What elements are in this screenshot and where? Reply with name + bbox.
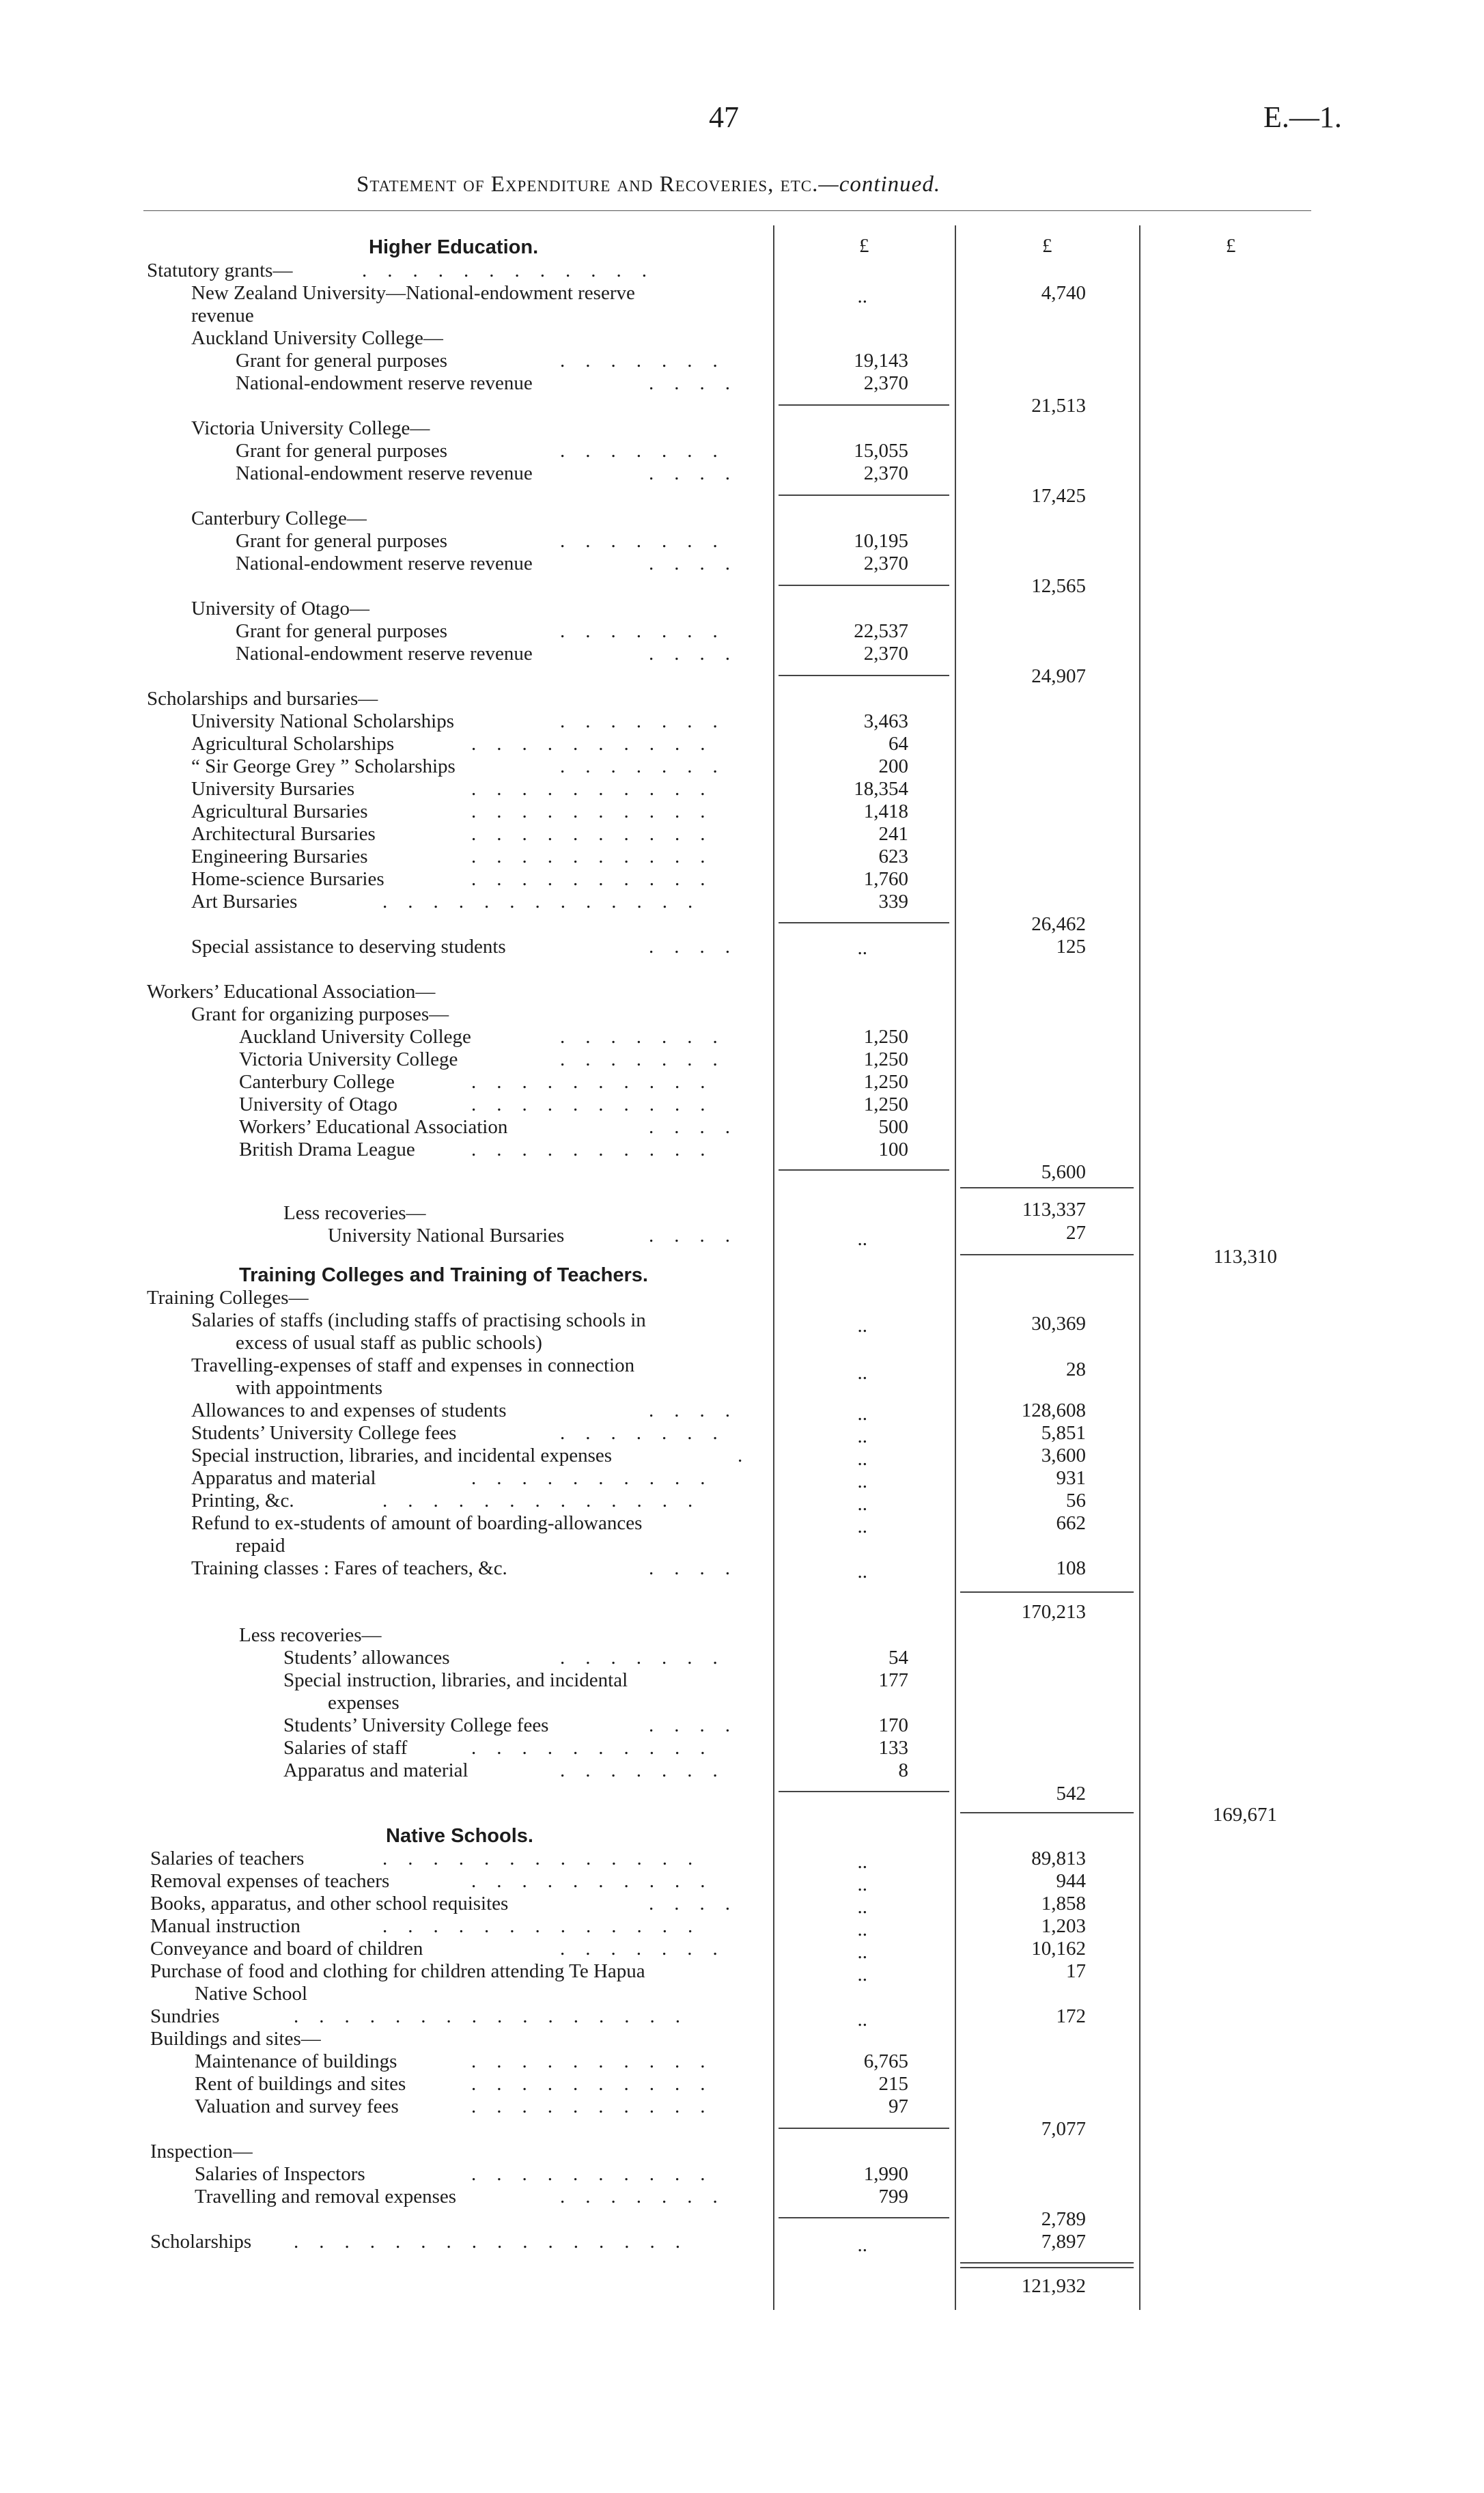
row-label: Home-science Bursaries xyxy=(191,868,384,890)
leader-dots: .... xyxy=(649,937,751,957)
cell-col2: 542 xyxy=(1056,1783,1086,1805)
cell-col1: .. xyxy=(857,1362,867,1384)
row-label: Auckland University College— xyxy=(191,327,443,349)
leader-dots: .......... xyxy=(471,847,726,867)
leader-dots: .... xyxy=(649,1117,751,1137)
row-label: Training Colleges— xyxy=(147,1287,309,1309)
row-label: Grant for general purposes xyxy=(236,530,448,552)
row-label: University of Otago xyxy=(239,1094,397,1115)
cell-col2: 7,897 xyxy=(1041,2231,1086,2253)
row-label: Agricultural Scholarships xyxy=(191,733,395,755)
row-label: Maintenance of buildings xyxy=(195,2050,397,2072)
subtotal-rule xyxy=(960,1254,1134,1255)
row-label: Students’ allowances xyxy=(283,1647,450,1669)
leader-dots: ....... xyxy=(560,1939,738,1959)
cell-col2: 108 xyxy=(1056,1557,1086,1579)
row-label: Salaries of teachers xyxy=(150,1848,305,1869)
leader-dots: ....... xyxy=(560,531,738,551)
cell-col2: 4,740 xyxy=(1041,282,1086,304)
cell-col1: 1,250 xyxy=(863,1048,908,1070)
header-rule xyxy=(143,210,1311,211)
leader-dots: .......... xyxy=(471,1871,726,1891)
leader-dots: .... xyxy=(649,1716,751,1736)
column-divider-3 xyxy=(1139,225,1140,2310)
row-label: Sundries xyxy=(150,2005,220,2027)
cell-col1: 799 xyxy=(878,2186,908,2208)
row-label: Salaries of staffs (including staffs of practising schools in xyxy=(191,1309,646,1331)
leader-dots: ............. xyxy=(382,1917,714,1936)
cell-col1: 200 xyxy=(878,755,908,777)
row-label: Conveyance and board of children xyxy=(150,1938,423,1960)
cell-col2: 10,162 xyxy=(1031,1938,1086,1960)
row-label: Students’ University College fees xyxy=(283,1714,549,1736)
row-label: Refund to ex-students of amount of boarding-allowances xyxy=(191,1512,643,1534)
subtotal-rule xyxy=(960,1187,1134,1188)
leader-dots: . xyxy=(738,1446,764,1466)
leader-dots: .......... xyxy=(471,2164,726,2184)
leader-dots: .... xyxy=(649,1226,751,1246)
row-label: Less recoveries— xyxy=(283,1202,426,1224)
row-label: Victoria University College— xyxy=(191,417,430,439)
row-label: Apparatus and material xyxy=(283,1759,468,1781)
cell-col1: 623 xyxy=(878,846,908,867)
row-label: Special assistance to deserving students xyxy=(191,936,506,958)
cell-col1: 3,463 xyxy=(863,710,908,732)
row-label: Books, apparatus, and other school requisites xyxy=(150,1893,509,1914)
row-label: Scholarships xyxy=(150,2231,252,2253)
row-label: with appointments xyxy=(236,1377,383,1399)
row-label: Apparatus and material xyxy=(191,1467,376,1489)
row-label: revenue xyxy=(191,305,254,326)
row-label: Agricultural Bursaries xyxy=(191,800,368,822)
cell-col3: 113,310 xyxy=(1213,1246,1277,1268)
cell-col2: 12,565 xyxy=(1031,575,1086,597)
cell-col1: 64 xyxy=(888,733,908,755)
subtotal-rule xyxy=(960,2262,1134,2264)
leader-dots: ....... xyxy=(560,1050,738,1070)
cell-col2: 17,425 xyxy=(1031,485,1086,507)
subtotal-rule xyxy=(779,675,949,676)
row-label: Printing, &c. xyxy=(191,1490,294,1512)
row-label: repaid xyxy=(236,1535,285,1557)
row-label: Rent of buildings and sites xyxy=(195,2073,406,2095)
leader-dots: .......... xyxy=(471,1072,726,1092)
cell-col2: 170,213 xyxy=(1021,1601,1086,1623)
leader-dots: ....... xyxy=(560,2187,738,2207)
leader-dots: ....... xyxy=(560,351,738,371)
cell-col1: .. xyxy=(857,937,867,959)
leader-dots: .... xyxy=(649,374,751,393)
cell-col2: 931 xyxy=(1056,1467,1086,1489)
row-label: Architectural Bursaries xyxy=(191,823,376,845)
leader-dots: .......... xyxy=(471,779,726,799)
row-label: Removal expenses of teachers xyxy=(150,1870,390,1892)
cell-col2: 5,600 xyxy=(1041,1161,1086,1183)
column-divider-1 xyxy=(773,225,774,2310)
row-label: Statutory grants— xyxy=(147,260,293,281)
cell-col1: .. xyxy=(857,1851,867,1873)
row-label: Special instruction, libraries, and incidental xyxy=(283,1669,628,1691)
cell-col2: 128,608 xyxy=(1021,1399,1086,1421)
cell-col1: .. xyxy=(857,1448,867,1470)
leader-dots: .......... xyxy=(471,2097,726,2117)
cell-col1: .. xyxy=(857,1964,867,1986)
row-label: Engineering Bursaries xyxy=(191,846,368,867)
cell-col1: .. xyxy=(857,2234,867,2256)
cell-col1: .. xyxy=(857,1896,867,1918)
subtotal-rule xyxy=(779,2217,949,2218)
cell-col1: 54 xyxy=(888,1647,908,1669)
row-label: expenses xyxy=(328,1692,400,1714)
row-label: Manual instruction xyxy=(150,1915,300,1937)
cell-col1: 1,250 xyxy=(863,1026,908,1048)
row-label: National-endowment reserve revenue xyxy=(236,643,533,665)
cell-col1: 1,990 xyxy=(863,2163,908,2185)
cell-col2: 17 xyxy=(1066,1960,1086,1982)
row-label: University National Scholarships xyxy=(191,710,455,732)
cell-col2: 125 xyxy=(1056,936,1086,958)
cell-col1: 339 xyxy=(878,891,908,913)
row-label: Victoria University College xyxy=(239,1048,458,1070)
cell-col1: 2,370 xyxy=(863,553,908,574)
leader-dots: ............. xyxy=(382,1849,714,1869)
row-label: Grant for organizing purposes— xyxy=(191,1003,449,1025)
cell-col1: 19,143 xyxy=(854,350,908,372)
row-label: National-endowment reserve revenue xyxy=(236,553,533,574)
row-label: National-endowment reserve revenue xyxy=(236,372,533,394)
row-label: University National Bursaries xyxy=(328,1225,565,1246)
cell-col1: .. xyxy=(857,2009,867,2031)
cell-col1: .. xyxy=(857,1403,867,1425)
leader-dots: .......... xyxy=(471,802,726,822)
row-label: Canterbury College xyxy=(239,1071,395,1093)
leader-dots: .......... xyxy=(471,1738,726,1758)
cell-col1: 8 xyxy=(898,1759,908,1781)
cell-col1: 97 xyxy=(888,2095,908,2117)
row-label: “ Sir George Grey ” Scholarships xyxy=(191,755,456,777)
row-label: Salaries of staff xyxy=(283,1737,408,1759)
leader-dots: ............. xyxy=(382,1491,714,1511)
row-label: Auckland University College xyxy=(239,1026,471,1048)
row-label: National-endowment reserve revenue xyxy=(236,462,533,484)
leader-dots: .... xyxy=(649,554,751,574)
subtotal-rule xyxy=(779,585,949,586)
row-label: excess of usual staff as public schools) xyxy=(236,1332,542,1354)
row-label: New Zealand University—National-endowment reserve xyxy=(191,282,635,304)
cell-col2: 662 xyxy=(1056,1512,1086,1534)
leader-dots: .......... xyxy=(471,869,726,889)
cell-col2: 172 xyxy=(1056,2005,1086,2027)
page-number: 47 xyxy=(709,100,739,134)
cell-col1: .. xyxy=(857,1941,867,1963)
cell-col2: 56 xyxy=(1066,1490,1086,1512)
cell-col1: 1,250 xyxy=(863,1094,908,1115)
cell-col1: 6,765 xyxy=(863,2050,908,2072)
leader-dots: ................ xyxy=(294,2007,701,2027)
currency-col1: £ xyxy=(859,235,869,257)
row-label: Workers’ Educational Association xyxy=(239,1116,508,1138)
cell-col1: 1,760 xyxy=(863,868,908,890)
cell-col2: 30,369 xyxy=(1031,1313,1086,1335)
cell-col2: 24,907 xyxy=(1031,665,1086,687)
row-label: Special instruction, libraries, and incidental expenses xyxy=(191,1445,613,1466)
cell-col1: .. xyxy=(857,1874,867,1895)
leader-dots: ................ xyxy=(294,2232,701,2252)
page-title-suffix: —continued. xyxy=(818,172,941,197)
page-title-main: Statement of Expenditure and Recoveries, etc. xyxy=(356,172,819,197)
row-label: Buildings and sites— xyxy=(150,2028,321,2050)
row-label: Grant for general purposes xyxy=(236,440,448,462)
cell-col1: 241 xyxy=(878,823,908,845)
leader-dots: ....... xyxy=(560,441,738,461)
row-label: Travelling-expenses of staff and expenses in connection xyxy=(191,1354,635,1376)
leader-dots: ....... xyxy=(560,622,738,641)
section-heading-training: Training Colleges and Training of Teachers. xyxy=(239,1264,648,1286)
cell-col2: 27 xyxy=(1066,1222,1086,1244)
currency-col3: £ xyxy=(1226,235,1236,257)
currency-col2: £ xyxy=(1042,235,1052,257)
cell-col1: 1,418 xyxy=(863,800,908,822)
row-label: Training classes : Fares of teachers, &c. xyxy=(191,1557,507,1579)
cell-col2: 3,600 xyxy=(1041,1445,1086,1466)
leader-dots: .......... xyxy=(471,2052,726,2072)
cell-col2: 89,813 xyxy=(1031,1848,1086,1869)
document-code: E.—1. xyxy=(1263,100,1342,134)
cell-col2: 944 xyxy=(1056,1870,1086,1892)
subtotal-rule xyxy=(779,404,949,406)
cell-col1: .. xyxy=(857,1919,867,1940)
row-label: Allowances to and expenses of students xyxy=(191,1399,507,1421)
leader-dots: ............. xyxy=(382,892,714,912)
subtotal-rule xyxy=(960,1812,1134,1813)
cell-col1: 2,370 xyxy=(863,643,908,665)
cell-col1: .. xyxy=(857,1425,867,1447)
cell-col2: 113,337 xyxy=(1022,1199,1086,1221)
leader-dots: .... xyxy=(649,464,751,484)
row-label: Grant for general purposes xyxy=(236,620,448,642)
row-label: Less recoveries— xyxy=(239,1624,382,1646)
cell-col2: 28 xyxy=(1066,1359,1086,1380)
cell-col2: 26,462 xyxy=(1031,913,1086,935)
leader-dots: ....... xyxy=(560,757,738,777)
cell-col1: 100 xyxy=(878,1139,908,1160)
cell-col1: 10,195 xyxy=(854,530,908,552)
cell-col2: 1,858 xyxy=(1041,1893,1086,1914)
cell-col2: 5,851 xyxy=(1041,1422,1086,1444)
subtotal-rule xyxy=(779,1169,949,1171)
leader-dots: .... xyxy=(649,644,751,664)
leader-dots: .......... xyxy=(471,2074,726,2094)
leader-dots: .......... xyxy=(471,734,726,754)
leader-dots: .......... xyxy=(471,824,726,844)
leader-dots: .......... xyxy=(471,1140,726,1160)
cell-col2: 7,077 xyxy=(1041,2118,1086,2140)
row-label: Art Bursaries xyxy=(191,891,298,913)
cell-col1: 500 xyxy=(878,1116,908,1138)
row-label: Inspection— xyxy=(150,2141,253,2162)
row-label: University Bursaries xyxy=(191,778,355,800)
leader-dots: .......... xyxy=(471,1468,726,1488)
row-label: Valuation and survey fees xyxy=(195,2095,399,2117)
row-label: Native School xyxy=(195,1983,308,2005)
leader-dots: .... xyxy=(649,1559,751,1578)
subtotal-rule xyxy=(779,922,949,923)
leader-dots: ............ xyxy=(362,261,667,281)
subtotal-rule xyxy=(960,1591,1134,1593)
subtotal-rule xyxy=(779,2128,949,2129)
row-label: Travelling and removal expenses xyxy=(195,2186,457,2208)
section-heading-native: Native Schools. xyxy=(386,1825,533,1847)
leader-dots: ....... xyxy=(560,1423,738,1443)
cell-col1: 170 xyxy=(878,1714,908,1736)
subtotal-rule xyxy=(779,495,949,496)
subtotal-rule xyxy=(779,1791,949,1792)
leader-dots: ....... xyxy=(560,1761,738,1781)
cell-col2: 2,789 xyxy=(1041,2208,1086,2230)
cell-col1: 2,370 xyxy=(863,372,908,394)
leader-dots: ....... xyxy=(560,712,738,732)
cell-col1: 22,537 xyxy=(854,620,908,642)
cell-col1: 133 xyxy=(878,1737,908,1759)
row-label: Purchase of food and clothing for children attending Te Hapua xyxy=(150,1960,645,1982)
leader-dots: .......... xyxy=(471,1095,726,1115)
row-label: University of Otago— xyxy=(191,598,369,619)
section-heading-higher-education: Higher Education. xyxy=(369,236,539,258)
leader-dots: .... xyxy=(649,1894,751,1914)
cell-col1: 2,370 xyxy=(863,462,908,484)
cell-col1: .. xyxy=(857,1471,867,1492)
row-label: Scholarships and bursaries— xyxy=(147,688,378,710)
row-label: Students’ University College fees xyxy=(191,1422,457,1444)
row-label: Canterbury College— xyxy=(191,507,367,529)
leader-dots: ....... xyxy=(560,1648,738,1668)
cell-col2: 1,203 xyxy=(1041,1915,1086,1937)
cell-col1: 1,250 xyxy=(863,1071,908,1093)
cell-col1: 18,354 xyxy=(854,778,908,800)
row-label: Salaries of Inspectors xyxy=(195,2163,365,2185)
leader-dots: .... xyxy=(649,1401,751,1421)
cell-col1: .. xyxy=(857,1315,867,1337)
cell-col1: .. xyxy=(857,1516,867,1537)
cell-col2: 121,932 xyxy=(1021,2275,1086,2297)
cell-col3: 169,671 xyxy=(1212,1804,1277,1826)
cell-col1: 177 xyxy=(878,1669,908,1691)
cell-col1: 15,055 xyxy=(854,440,908,462)
leader-dots: ....... xyxy=(560,1027,738,1047)
cell-col1: 215 xyxy=(878,2073,908,2095)
subtotal-rule xyxy=(960,2267,1134,2268)
cell-col1: .. xyxy=(857,285,867,307)
cell-col1: .. xyxy=(857,1493,867,1515)
column-divider-2 xyxy=(955,225,956,2310)
page-title xyxy=(356,172,940,197)
row-label: British Drama League xyxy=(239,1139,415,1160)
row-label: Grant for general purposes xyxy=(236,350,448,372)
cell-col2: 21,513 xyxy=(1031,395,1086,417)
cell-col1: .. xyxy=(857,1228,867,1250)
cell-col1: .. xyxy=(857,1561,867,1583)
row-label: Workers’ Educational Association— xyxy=(147,981,436,1003)
